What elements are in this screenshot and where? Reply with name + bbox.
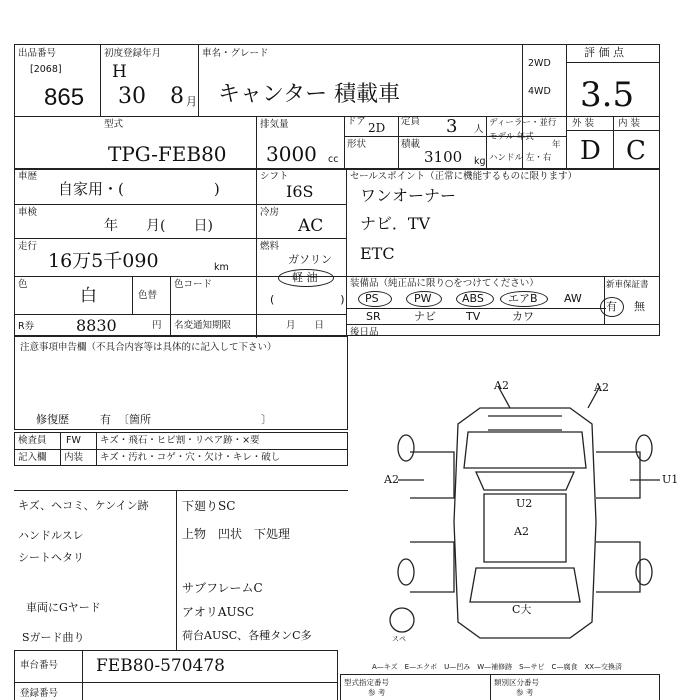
- reg-month: 8: [170, 84, 184, 109]
- diagram-label-u1: U1: [662, 473, 679, 486]
- entry-label: 記入欄: [18, 452, 47, 463]
- fw-items: キズ・飛石・ヒビ割・リペア跡・×要: [100, 435, 260, 446]
- color-code-label: 色コード: [174, 279, 213, 290]
- dealer-label: ディーラー・並行: [489, 118, 557, 128]
- fuel-label: 燃料: [260, 241, 280, 252]
- load-label: 積載: [401, 139, 421, 150]
- inspection-label: 車検: [18, 207, 38, 218]
- category-label: 類別区分番号: [494, 678, 539, 687]
- load-value: 3100: [424, 148, 463, 166]
- color-value: 白: [80, 286, 97, 306]
- month-unit: 月: [186, 95, 197, 108]
- chassis-label: 車台番号: [20, 660, 59, 671]
- drive-2wd: 2WD: [528, 58, 551, 69]
- mileage-value: 16万5千090: [48, 250, 159, 272]
- era: H: [112, 62, 127, 82]
- diagram-label-a2-4: A2: [514, 525, 529, 538]
- equip-airbag: エアB: [508, 292, 538, 305]
- sales-item-3: ETC: [360, 244, 395, 263]
- notes-title: 注意事項申告欄（不具合内容等は具体的に記入して下さい）: [20, 342, 277, 353]
- diagram-label-a2-3: A2: [384, 473, 399, 486]
- load-unit: kg: [474, 156, 486, 167]
- note-right-4: アオリAUSC: [182, 605, 255, 619]
- sales-item-2: ナビ．TV: [360, 214, 431, 233]
- exterior-label: 外 装: [572, 118, 595, 129]
- grade-value: 3.5: [580, 75, 635, 115]
- shift-label: シフト: [260, 171, 289, 182]
- equipment-title: 装備品（純正品に限り○をつけてください）: [350, 278, 539, 289]
- note-left-1: キズ、ヘコミ、ケンイン跡: [18, 499, 149, 512]
- disp-unit: cc: [328, 154, 339, 165]
- note-right-2: 上物 凹状 下処理: [182, 527, 291, 541]
- reg-year: 30: [118, 84, 146, 109]
- diagram-label-a2-1: A2: [494, 379, 509, 392]
- note-left-3: シートヘタリ: [18, 551, 84, 564]
- note-right-1: 下廻りSC: [182, 499, 236, 513]
- mileage-unit: km: [214, 262, 229, 273]
- warranty-label: 新車保証書: [606, 280, 649, 290]
- recycle-label: R券: [18, 321, 35, 332]
- reg-label: 登録番号: [20, 688, 59, 699]
- door-label: ドア: [347, 116, 366, 127]
- name-value: キャンター 積載車: [218, 82, 401, 107]
- interior-value: C: [626, 136, 646, 166]
- exterior-value: D: [580, 136, 601, 166]
- note-left-5: Sガード曲り: [22, 631, 85, 644]
- interior-prefix: 内装: [64, 452, 84, 463]
- equip-sr: SR: [366, 310, 381, 323]
- fw-prefix: FW: [66, 435, 81, 446]
- inspection-value: 年 月( 日): [104, 218, 213, 234]
- diagram-label-spare: スペ: [392, 635, 406, 643]
- equip-ps: PS: [365, 292, 379, 305]
- notice-label: 名変通知期限: [174, 320, 232, 331]
- equip-pw: PW: [414, 292, 432, 305]
- diagram-label-u2: U2: [516, 497, 533, 510]
- note-left-4: 車両にGヤード: [26, 601, 101, 614]
- recycle-value: 8830: [76, 316, 117, 335]
- diagram-legend: A—キズ E—エクボ U—凹み W—補修跡 S—サビ C—腐食 XX—交換済: [372, 663, 623, 671]
- damage-diagram: [360, 372, 690, 662]
- note-right-3: サブフレームC: [182, 581, 263, 595]
- handle-label: ハンドル 左・右: [489, 153, 552, 163]
- lot-number: 865: [44, 84, 85, 111]
- year-unit: 年: [552, 140, 561, 150]
- door-value: 2D: [368, 121, 386, 135]
- repair-label: 修復歴: [36, 413, 69, 426]
- note-right-5: 荷台AUSC、各種タンC多: [182, 629, 312, 642]
- repair-value: 有: [100, 413, 111, 426]
- drive-4wd: 4WD: [528, 86, 551, 97]
- disp-value: 3000: [266, 142, 317, 166]
- fuel-gas: ガソリン: [288, 253, 332, 266]
- ac-label: 冷房: [260, 207, 280, 218]
- lot-label: 出品番号: [18, 48, 57, 59]
- after-label: 後日品: [350, 327, 379, 338]
- sales-item-1: ワンオーナー: [360, 186, 457, 205]
- recycle-unit: 円: [152, 320, 162, 331]
- interior-items: キズ・汚れ・コゲ・穴・欠け・キレ・破し: [100, 452, 281, 463]
- designation-ref: 参 考: [368, 688, 386, 697]
- cap-value: 3: [446, 116, 458, 137]
- sales-title: セールスポイント（正常に機能するものに限ります）: [350, 171, 578, 182]
- equip-tv: TV: [466, 310, 481, 323]
- lot-sub: [2068]: [30, 64, 62, 75]
- fuel-diesel: 軽 油: [292, 271, 318, 284]
- name-label: 車名・グレード: [202, 48, 269, 59]
- history-label: 車歴: [18, 171, 38, 182]
- interior-label: 内 装: [618, 118, 641, 129]
- category-ref: 参 考: [516, 688, 534, 697]
- type-label: 型式: [104, 119, 124, 130]
- shape-label: 形状: [347, 139, 367, 150]
- diagram-label-c: C大: [512, 603, 532, 616]
- model-year-label: モデル 年式: [489, 132, 534, 142]
- note-left-2: ハンドルスレ: [18, 529, 84, 542]
- cap-unit: 人: [474, 124, 484, 135]
- checker-label: 検査員: [18, 435, 47, 446]
- cap-label: 定員: [401, 116, 421, 127]
- history-value: 自家用・( ): [58, 180, 220, 198]
- equip-aw: AW: [564, 292, 582, 305]
- color-label: 色: [18, 279, 28, 290]
- shift-value: I6S: [286, 182, 314, 201]
- grade-label: 評 価 点: [584, 46, 624, 59]
- notice-value: 月 日: [286, 320, 325, 331]
- equip-abs: ABS: [462, 292, 484, 305]
- repair-detail: 〔箇所 〕: [118, 413, 272, 426]
- equip-navi: ナビ: [414, 310, 436, 323]
- designation-label: 型式指定番号: [344, 678, 389, 687]
- type-value: TPG-FEB80: [108, 142, 227, 166]
- warranty-yes: 有: [606, 300, 617, 313]
- color-change-label: 色替: [138, 290, 158, 301]
- equip-leather: カワ: [512, 310, 534, 323]
- diagram-label-a2-2: A2: [594, 381, 609, 394]
- mileage-label: 走行: [18, 241, 38, 252]
- reg-year-label: 初度登録年月: [104, 48, 162, 59]
- disp-label: 排気量: [260, 119, 289, 130]
- chassis-value: FEB80-570478: [96, 656, 225, 676]
- fuel-paren: ( ): [270, 293, 345, 306]
- warranty-no: 無: [634, 300, 645, 313]
- ac-value: AC: [298, 216, 324, 236]
